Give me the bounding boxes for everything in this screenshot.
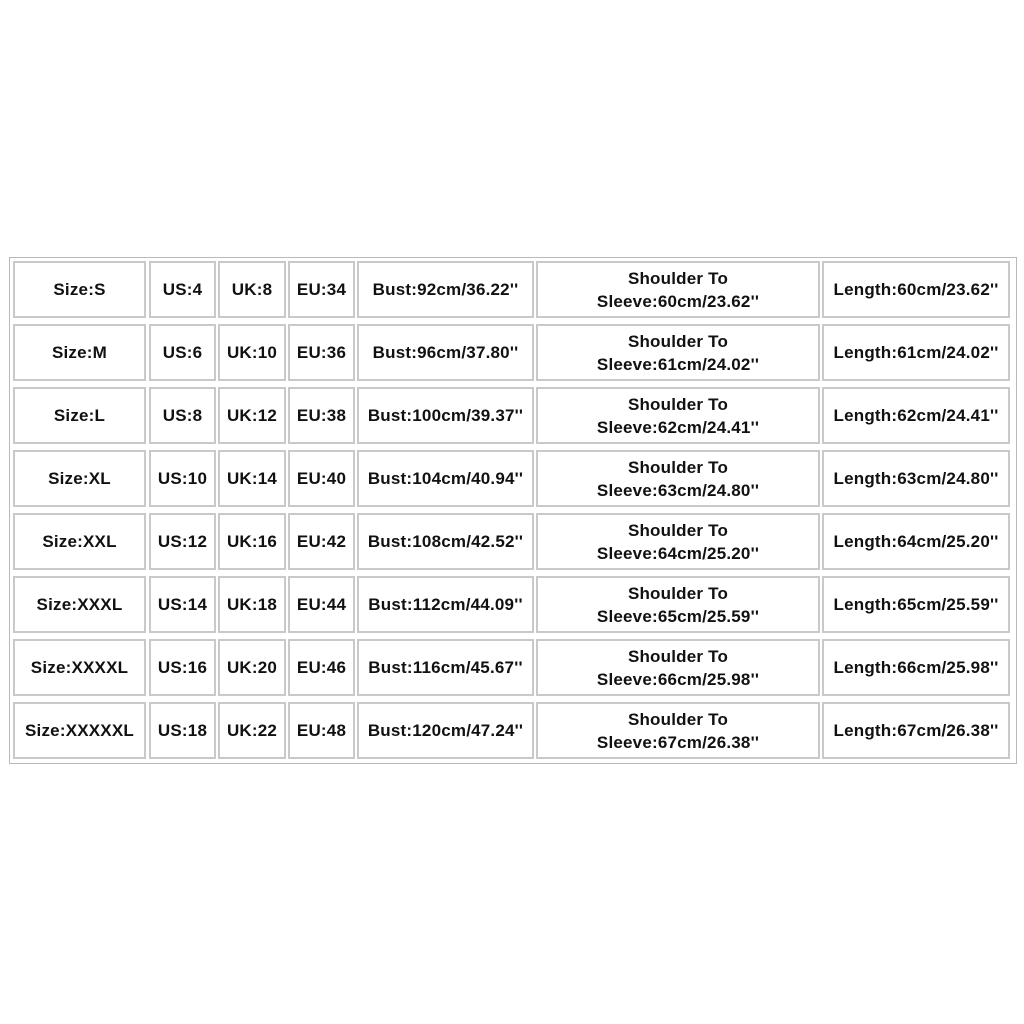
bust-cell: Bust:108cm/42.52'' (357, 513, 534, 570)
table-row (10, 447, 1016, 510)
shoulder-to-sleeve-cell (536, 387, 820, 444)
eu-size-cell: EU:48 (288, 702, 355, 759)
length-cell: Length:67cm/26.38'' (822, 702, 1010, 759)
table-row (10, 573, 1016, 636)
uk-size-cell: UK:16 (218, 513, 286, 570)
table-row (10, 384, 1016, 447)
length-cell: Length:64cm/25.20'' (822, 513, 1010, 570)
eu-size-cell: EU:34 (288, 261, 355, 318)
shoulder-to-sleeve-value: Sleeve:67cm/26.38'' (596, 732, 760, 752)
size-cell: Size:S (13, 261, 146, 318)
uk-size-cell: UK:10 (218, 324, 286, 381)
size-cell: Size:M (13, 324, 146, 381)
uk-size-cell: UK:12 (218, 387, 286, 444)
table-row (10, 510, 1016, 573)
length-cell: Length:62cm/24.41'' (822, 387, 1010, 444)
bust-cell: Bust:120cm/47.24'' (357, 702, 534, 759)
size-cell: Size:L (13, 387, 146, 444)
shoulder-to-sleeve-label: Shoulder To (627, 268, 729, 288)
us-size-cell: US:14 (149, 576, 216, 633)
length-cell: Length:61cm/24.02'' (822, 324, 1010, 381)
shoulder-to-sleeve-cell (536, 261, 820, 318)
shoulder-to-sleeve-value: Sleeve:60cm/23.62'' (596, 291, 760, 311)
size-cell: Size:XL (13, 450, 146, 507)
bust-cell: Bust:112cm/44.09'' (357, 576, 534, 633)
size-cell: Size:XXXXL (13, 639, 146, 696)
eu-size-cell: EU:44 (288, 576, 355, 633)
size-chart-table (9, 257, 1017, 764)
shoulder-to-sleeve-value: Sleeve:62cm/24.41'' (596, 417, 760, 437)
shoulder-to-sleeve-cell (536, 576, 820, 633)
length-cell: Length:63cm/24.80'' (822, 450, 1010, 507)
eu-size-cell: EU:42 (288, 513, 355, 570)
eu-size-cell: EU:36 (288, 324, 355, 381)
shoulder-to-sleeve-cell (536, 513, 820, 570)
length-cell: Length:60cm/23.62'' (822, 261, 1010, 318)
shoulder-to-sleeve-cell (536, 324, 820, 381)
shoulder-to-sleeve-label: Shoulder To (627, 394, 729, 414)
eu-size-cell: EU:40 (288, 450, 355, 507)
bust-cell: Bust:104cm/40.94'' (357, 450, 534, 507)
table-row (10, 321, 1016, 384)
us-size-cell: US:10 (149, 450, 216, 507)
eu-size-cell: EU:46 (288, 639, 355, 696)
length-cell: Length:66cm/25.98'' (822, 639, 1010, 696)
table-row (10, 636, 1016, 699)
length-cell: Length:65cm/25.59'' (822, 576, 1010, 633)
uk-size-cell: UK:20 (218, 639, 286, 696)
bust-cell: Bust:92cm/36.22'' (357, 261, 534, 318)
bust-cell: Bust:100cm/39.37'' (357, 387, 534, 444)
shoulder-to-sleeve-label: Shoulder To (627, 457, 729, 477)
uk-size-cell: UK:18 (218, 576, 286, 633)
bust-cell: Bust:96cm/37.80'' (357, 324, 534, 381)
us-size-cell: US:8 (149, 387, 216, 444)
us-size-cell: US:4 (149, 261, 216, 318)
shoulder-to-sleeve-label: Shoulder To (627, 646, 729, 666)
us-size-cell: US:18 (149, 702, 216, 759)
us-size-cell: US:6 (149, 324, 216, 381)
shoulder-to-sleeve-cell (536, 702, 820, 759)
shoulder-to-sleeve-label: Shoulder To (627, 520, 729, 540)
table-row (10, 699, 1016, 762)
size-cell: Size:XXXL (13, 576, 146, 633)
shoulder-to-sleeve-value: Sleeve:66cm/25.98'' (596, 669, 760, 689)
bust-cell: Bust:116cm/45.67'' (357, 639, 534, 696)
size-cell: Size:XXXXXL (13, 702, 146, 759)
shoulder-to-sleeve-value: Sleeve:61cm/24.02'' (596, 354, 760, 374)
shoulder-to-sleeve-label: Shoulder To (627, 709, 729, 729)
shoulder-to-sleeve-value: Sleeve:65cm/25.59'' (596, 606, 760, 626)
shoulder-to-sleeve-value: Sleeve:64cm/25.20'' (596, 543, 760, 563)
uk-size-cell: UK:22 (218, 702, 286, 759)
shoulder-to-sleeve-cell (536, 450, 820, 507)
us-size-cell: US:16 (149, 639, 216, 696)
size-cell: Size:XXL (13, 513, 146, 570)
eu-size-cell: EU:38 (288, 387, 355, 444)
uk-size-cell: UK:14 (218, 450, 286, 507)
us-size-cell: US:12 (149, 513, 216, 570)
shoulder-to-sleeve-cell (536, 639, 820, 696)
table-row (10, 258, 1016, 321)
shoulder-to-sleeve-value: Sleeve:63cm/24.80'' (596, 480, 760, 500)
shoulder-to-sleeve-label: Shoulder To (627, 583, 729, 603)
uk-size-cell: UK:8 (218, 261, 286, 318)
shoulder-to-sleeve-label: Shoulder To (627, 331, 729, 351)
